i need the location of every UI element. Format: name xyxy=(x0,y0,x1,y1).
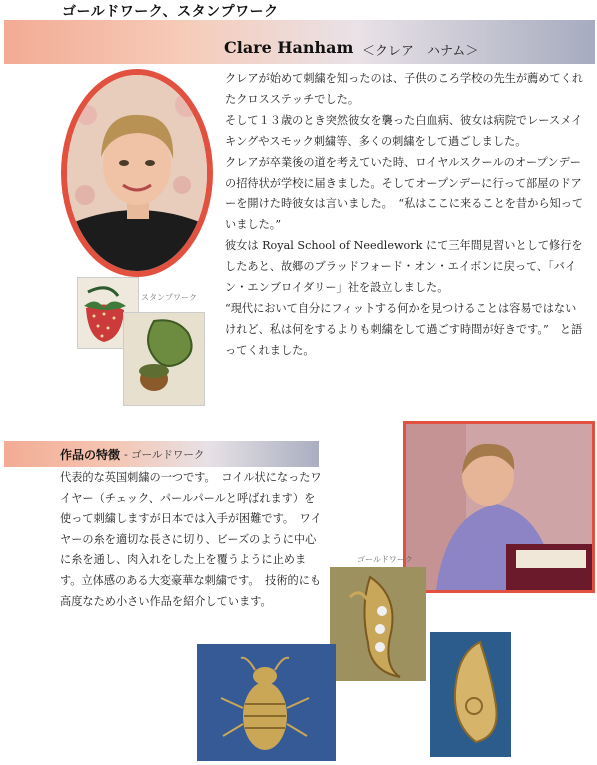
artist-name-kana: ＜クレア ハナム＞ xyxy=(362,44,479,59)
stampwork-oak-image xyxy=(123,312,205,406)
goldwork-caption: ゴールドワーク xyxy=(357,555,413,564)
bee-illustration xyxy=(197,644,336,761)
peapod-illustration xyxy=(330,567,426,681)
portrait-illustration xyxy=(67,75,207,271)
bio-paragraph: そして１３歳のとき突然彼女を襲った白血病、彼女は病院でレースメイキングやスモック刺繍等、多くの刺繍をして過ごしました。 xyxy=(225,113,583,148)
artist-biography xyxy=(225,69,585,362)
bio-paragraph: クレアが卒業後の道を考えていた時、ロイヤルスクールのオープンデーの招待状が学校に届きました。そしてオープンデーに行って部屋のドアーを開けた時彼女は言いました。 “私はここに来ることを昔から知っていました。” xyxy=(225,155,584,232)
artist-name: Clare Hanham xyxy=(224,38,354,57)
artist-portrait xyxy=(61,69,213,277)
features-heading: 作品の特徴 xyxy=(60,448,121,462)
page-title: ゴールドワーク、スタンプワーク xyxy=(62,4,279,20)
goldwork-peapod-image xyxy=(330,567,426,681)
goldwork-paisley-image xyxy=(430,632,511,757)
features-description: 代表的な英国刺繍の一つです。 コイル状になったワイヤー（チェック、パールパールと呼ばれます）を使って刺繍しますが日本では入手が困難です。 ワイヤーの糸を適切な長さに切り、ビーズのように中心に糸を通し、肉入れをした上を覆うように止めます。立体感のある大変豪華な刺繍です。 技術的にも高度なため小さい作品を紹介しています。 xyxy=(60,471,322,608)
stampwork-caption: スタンプワーク xyxy=(141,293,197,302)
goldwork-bee-image xyxy=(197,644,336,761)
paisley-illustration xyxy=(430,632,511,757)
features-subheading: - ゴールドワーク xyxy=(124,449,205,461)
oak-leaf-illustration xyxy=(124,313,204,405)
bio-paragraph: 彼女は Royal School of Needlework にて三年間見習いとして修行をしたあと、故郷のブラッドフォード・オン・エイボンに戻って、「バイン・エンブロイダリー」社を設立しました。 xyxy=(225,239,583,295)
artist-at-work-photo xyxy=(403,421,595,593)
work-photo-illustration xyxy=(406,424,592,590)
bio-paragraph: クレアが始めて刺繍を知ったのは、子供のころ学校の先生が薦めてくれたクロスステッチでした。 xyxy=(225,72,584,106)
bio-paragraph: “現代において自分にフィットする何かを見つけることは容易ではないけれど、私は何をするよりも刺繍をして過ごす時間が好きです。” と語ってくれました。 xyxy=(225,301,583,357)
